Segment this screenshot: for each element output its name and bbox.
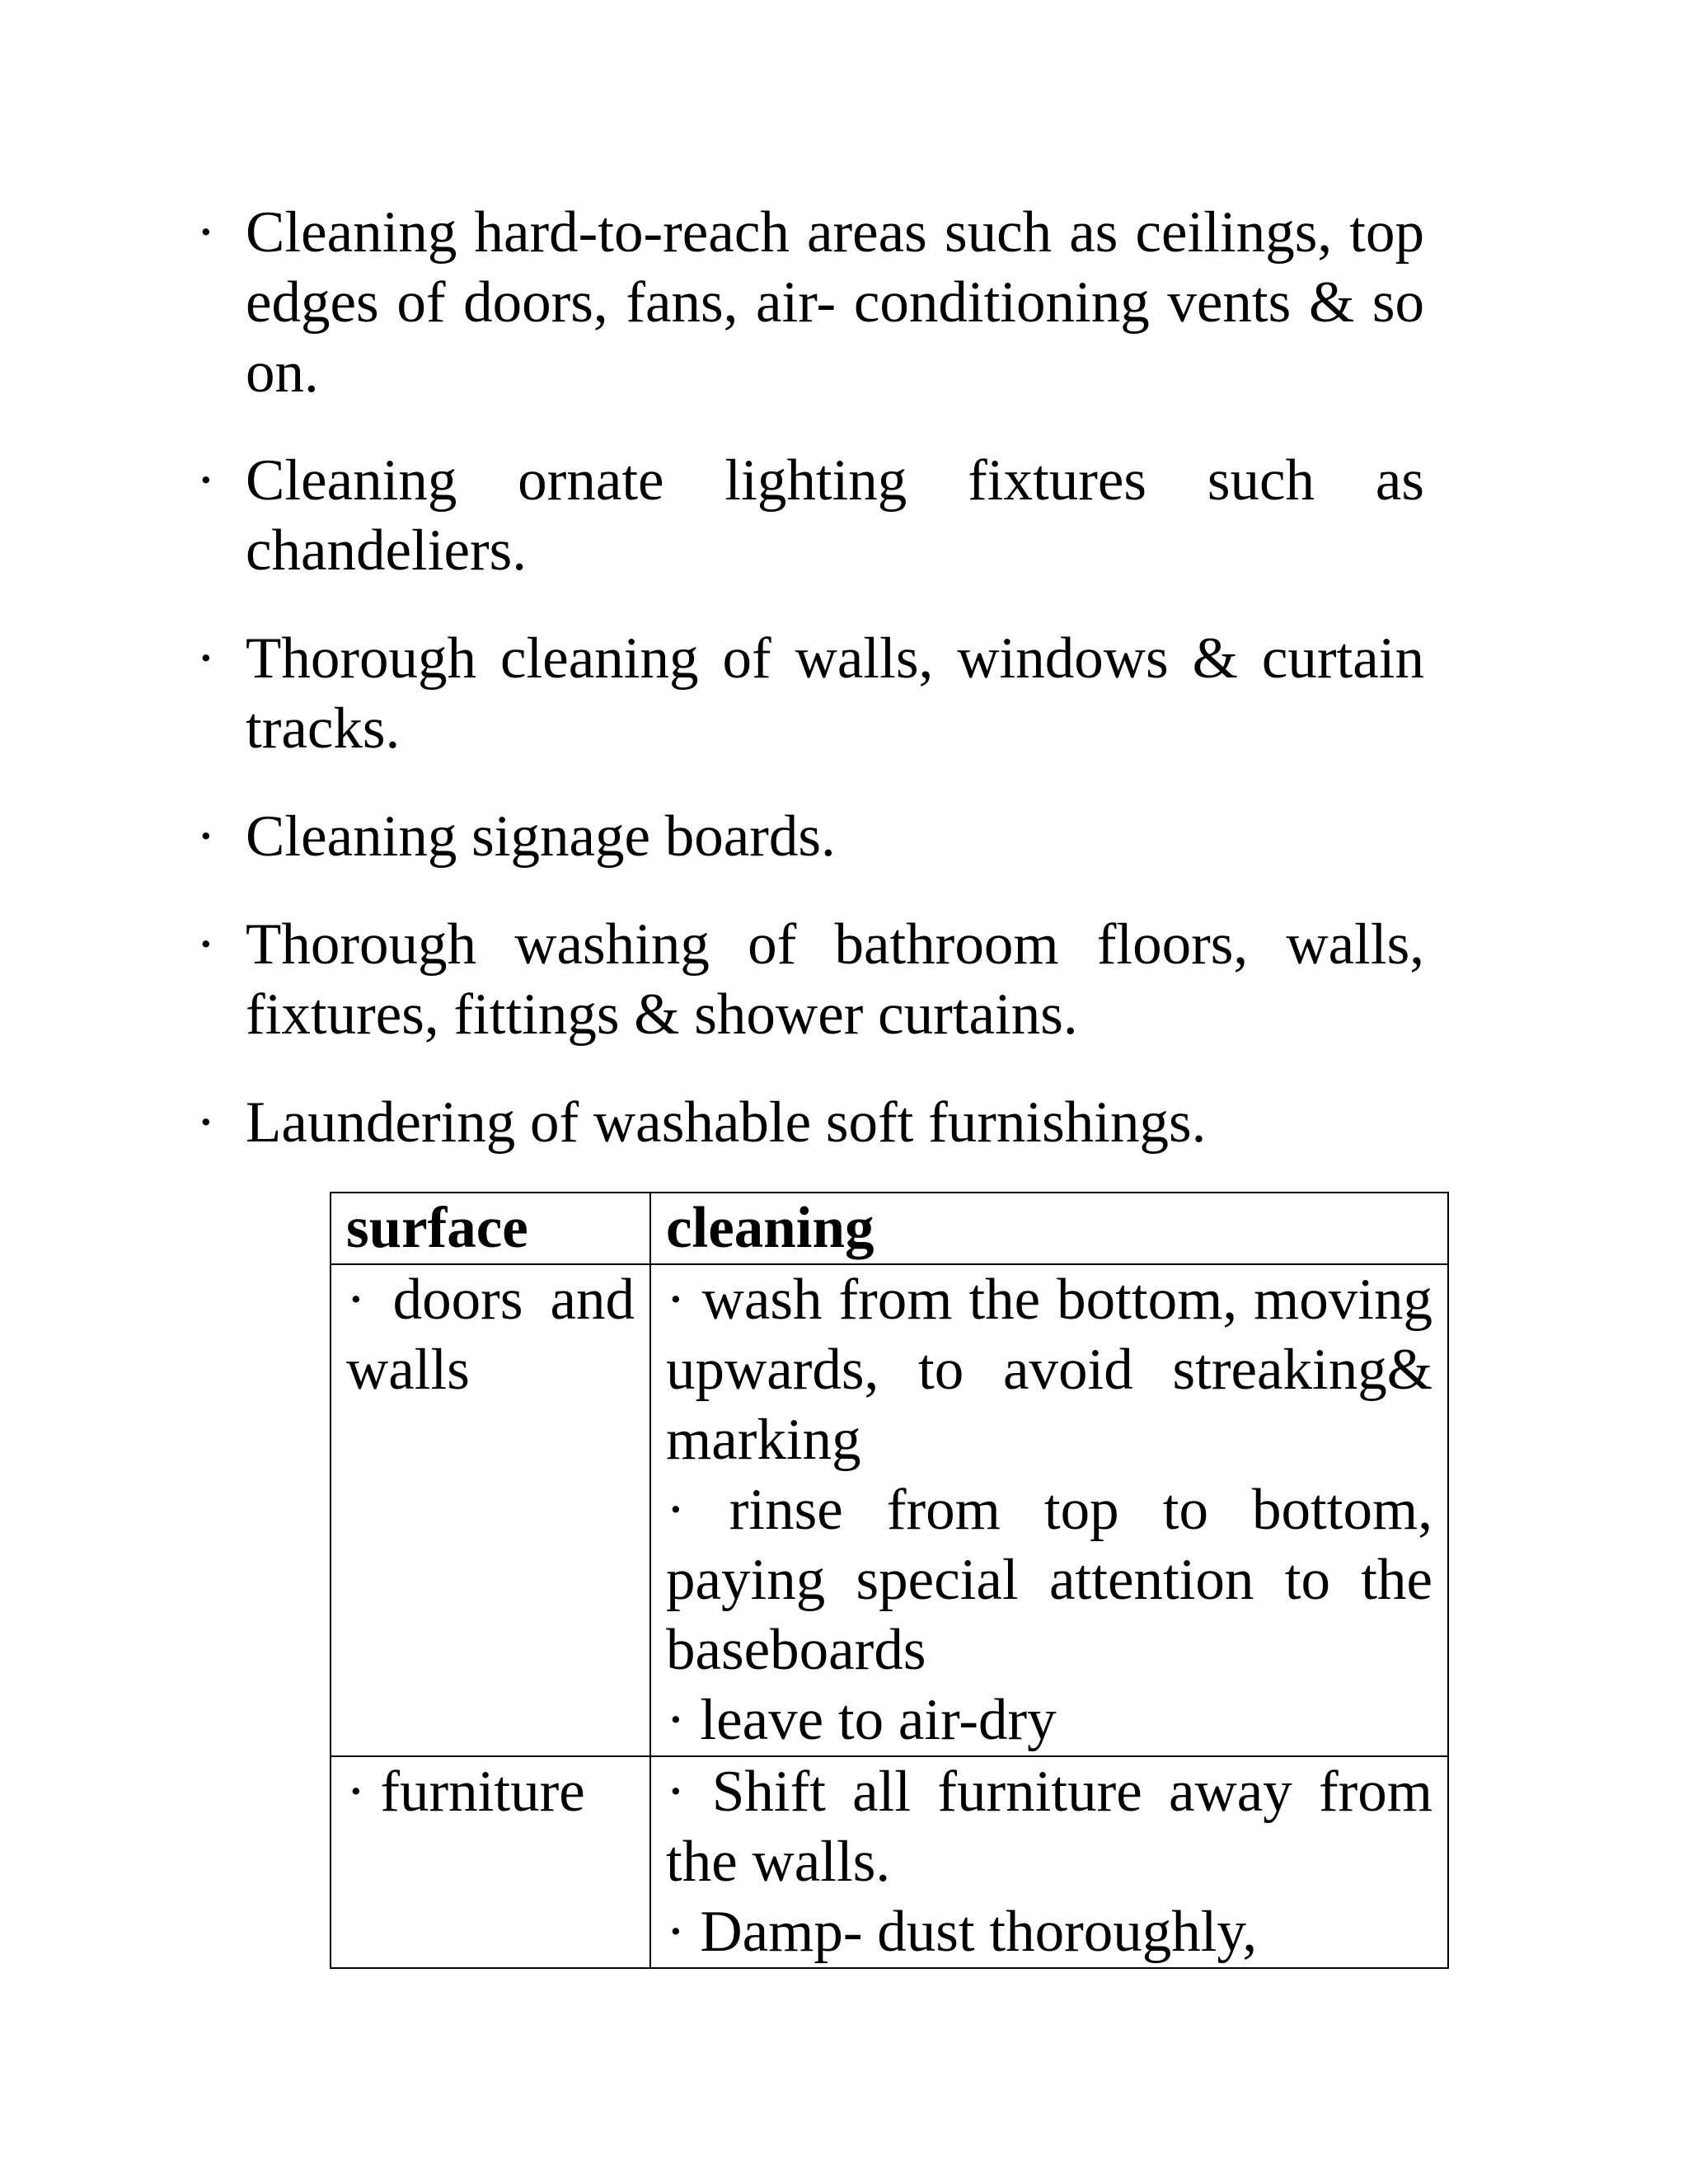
list-item [196, 198, 1424, 408]
bullet-marker: · [196, 448, 216, 513]
list-item [196, 1088, 1424, 1158]
surface-cell: · doors and walls [331, 1264, 650, 1756]
bullet-marker: · [196, 1090, 216, 1155]
bullet-text: Cleaning signage boards. [246, 804, 836, 869]
cleaning-step: · Damp- dust thoroughly, [666, 1900, 1258, 1964]
cleaning-table [330, 1192, 1449, 1969]
cleaning-cell [650, 1756, 1448, 1968]
bullet-text: Thorough washing of bathroom floors, walls, fixtures, fittings & shower curtains. [246, 912, 1424, 1047]
bullet-text: Cleaning ornate lighting fixtures such as chandeliers. [246, 448, 1424, 583]
bullet-marker: · [196, 804, 216, 869]
cleaning-step: · rinse from top to bottom, paying special attention to the baseboards [666, 1478, 1432, 1682]
surface-cell: · furniture [331, 1756, 650, 1968]
bullet-text: Cleaning hard-to-reach areas such as ceilings, top edges of doors, fans, air- conditioning vents & so on. [246, 200, 1424, 405]
header-cleaning: cleaning [650, 1193, 1448, 1264]
bullet-marker: · [196, 200, 216, 265]
table-row [331, 1264, 1448, 1756]
list-item [196, 802, 1424, 872]
cleaning-step: · leave to air-dry [666, 1688, 1057, 1752]
bullet-text: Thorough cleaning of walls, windows & curtain tracks. [246, 626, 1424, 761]
header-surface: surface [331, 1193, 650, 1264]
cleaning-cell [650, 1264, 1448, 1756]
bullet-marker: · [196, 626, 216, 691]
cleaning-step: · wash from the bottom, moving upwards, to avoid streaking& marking [666, 1268, 1432, 1472]
list-item [196, 910, 1424, 1050]
bullet-list [196, 198, 1424, 1196]
list-item [196, 624, 1424, 764]
cleaning-table-container [330, 1192, 1449, 1969]
table-row [331, 1756, 1448, 1968]
bullet-text: Laundering of washable soft furnishings. [246, 1090, 1207, 1155]
bullet-marker: · [196, 912, 216, 977]
cleaning-step: · Shift all furniture away from the walls. [666, 1760, 1432, 1894]
list-item [196, 446, 1424, 586]
table-header-row [331, 1193, 1448, 1264]
